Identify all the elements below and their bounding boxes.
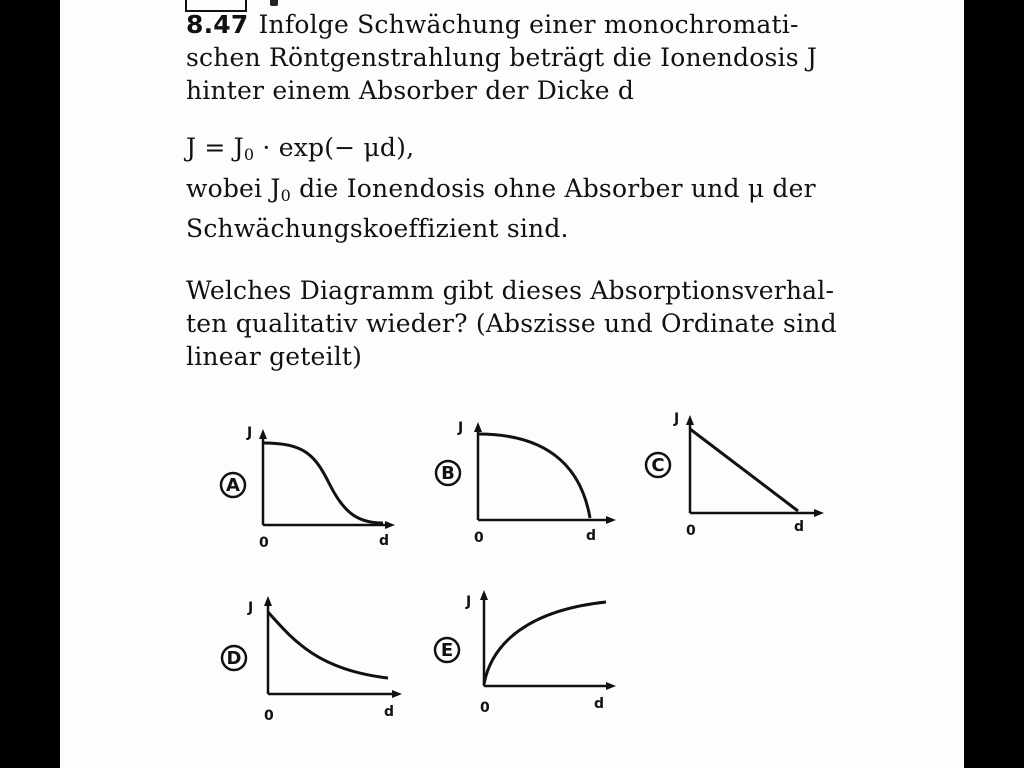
problem-paragraph-1 [186, 8, 826, 107]
linear-line [690, 429, 798, 511]
y-axis-label: J [458, 420, 464, 436]
origin-label: 0 [259, 535, 269, 551]
question-paragraph [186, 274, 837, 373]
formula-left: J = J [186, 133, 244, 162]
x-axis-arrow-icon [606, 516, 616, 524]
y-axis-arrow-icon [264, 596, 272, 606]
origin-label: 0 [474, 530, 484, 546]
paragraph-line: Schwächungskoeffizient sind. [186, 214, 569, 243]
answer-letter: A [226, 475, 240, 496]
problem-number: 8.47 [186, 10, 249, 39]
formula [186, 131, 414, 171]
x-axis-label: d [379, 533, 390, 549]
paragraph-text: wobei J [186, 174, 281, 203]
origin-label: 0 [264, 708, 274, 724]
right-black-border [964, 0, 1024, 768]
paragraph-line [186, 8, 826, 41]
y-axis-label: J [674, 411, 680, 427]
scanned-page [60, 0, 964, 768]
x-axis-label: d [384, 704, 395, 720]
paragraph-subscript: 0 [280, 186, 292, 205]
origin-label: 0 [686, 523, 696, 539]
y-axis-label: J [248, 600, 254, 616]
paragraph-line: schen Röntgenstrahlung beträgt die Ionendosis J [186, 43, 818, 72]
diagram-b [430, 410, 620, 554]
x-axis-label: d [586, 528, 597, 544]
problem-paragraph-2 [186, 172, 826, 245]
diagram-c [640, 405, 830, 549]
x-axis-arrow-icon [814, 509, 824, 517]
diagram-e [430, 582, 620, 726]
saturation-curve [484, 602, 606, 684]
top-corner-mark [270, 0, 278, 6]
paragraph-text: Infolge Schwächung einer monochromati- [258, 10, 799, 39]
x-axis-arrow-icon [392, 690, 402, 698]
y-axis-label: J [466, 594, 472, 610]
diagram-d [218, 590, 408, 734]
formula-subscript: 0 [243, 145, 255, 164]
x-axis-arrow-icon [385, 521, 395, 529]
x-axis-arrow-icon [606, 682, 616, 690]
paragraph-line [186, 172, 826, 212]
paragraph-line: Welches Diagramm gibt dieses Absorptionsverhal- [186, 276, 835, 305]
y-axis-arrow-icon [686, 415, 694, 425]
sigmoid-curve [263, 443, 383, 523]
ellipse-curve [478, 434, 590, 518]
answer-letter: D [226, 648, 242, 669]
x-axis-label: d [594, 696, 605, 712]
y-axis-arrow-icon [259, 429, 267, 439]
y-axis-arrow-icon [474, 422, 482, 432]
x-axis-label: d [794, 519, 805, 535]
diagram-a [215, 415, 395, 559]
y-axis-arrow-icon [480, 590, 488, 600]
paragraph-line: linear geteilt) [186, 342, 363, 371]
formula-right: · exp(− μd), [254, 133, 415, 162]
answer-letter: B [441, 463, 455, 484]
answer-letter: C [651, 455, 665, 476]
origin-label: 0 [480, 700, 490, 716]
left-black-border [0, 0, 60, 768]
exponential-curve [268, 612, 388, 678]
paragraph-text: die Ionendosis ohne Absorber und μ der [291, 174, 816, 203]
y-axis-label: J [247, 425, 253, 441]
paragraph-line: hinter einem Absorber der Dicke d [186, 76, 635, 105]
paragraph-line: ten qualitativ wieder? (Abszisse und Ordinate sind [186, 309, 837, 338]
answer-letter: E [440, 640, 454, 661]
